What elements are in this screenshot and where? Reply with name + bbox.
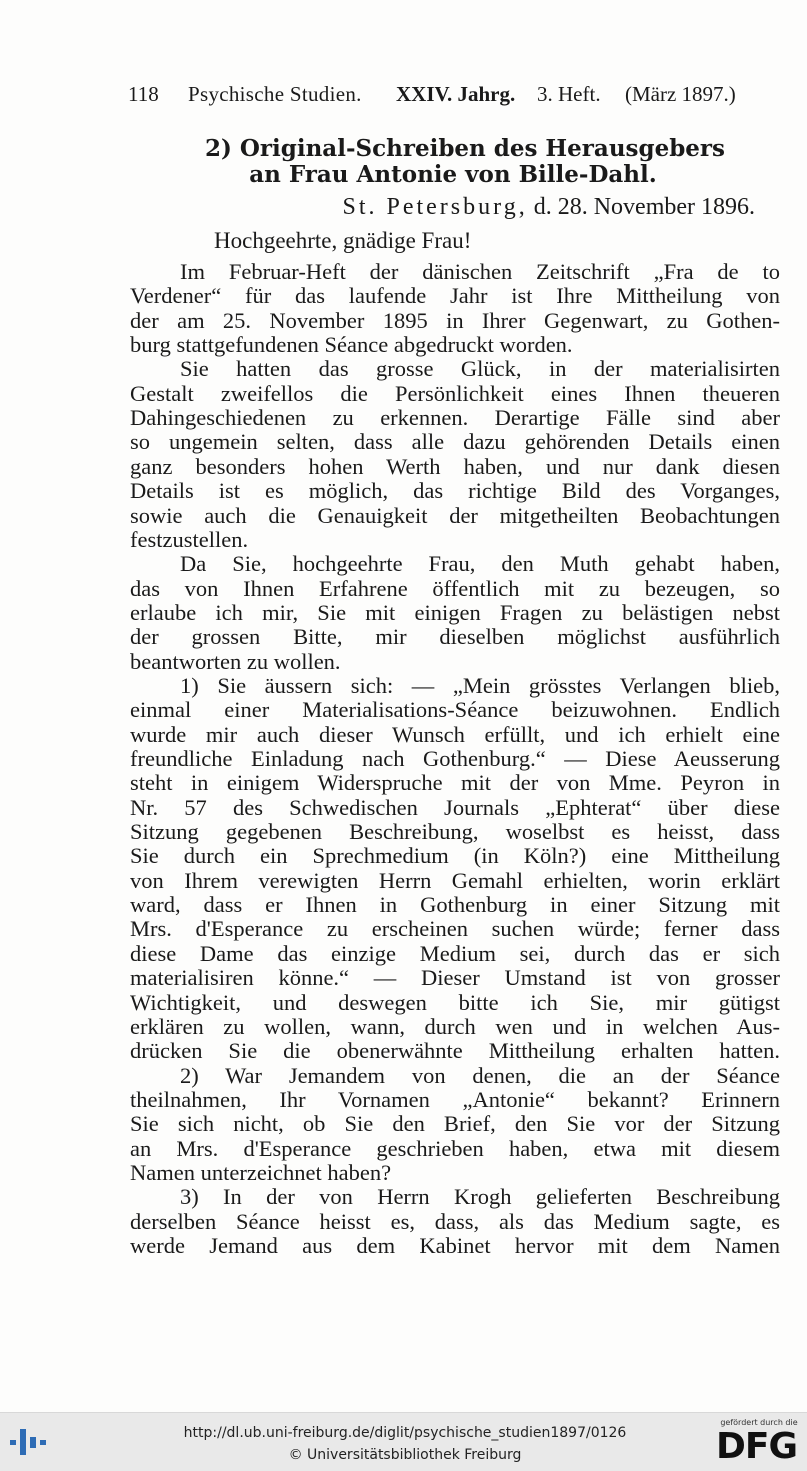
article-title-line-1: 2) Original-Schreiben des Herausgebers	[204, 135, 725, 162]
text-line: das von Ihnen Erfahrene öffentlich mit zu bezeugen, so	[130, 575, 780, 601]
permalink-url[interactable]: http://dl.ub.uni-freiburg.de/diglit/psychische_studien1897/0126	[183, 1425, 627, 1441]
volume-label: XXIV. Jahrg.	[396, 82, 516, 106]
issue-date: (März 1897.)	[625, 82, 736, 106]
text-line: Gestalt zweifellos die Persönlichkeit eines Ihnen theueren	[130, 380, 780, 406]
dateline-place: St. Petersburg,	[342, 194, 528, 220]
text-line: drücken Sie die obenerwähnte Mittheilung erhalten hatten.	[130, 1038, 780, 1064]
text-line: materialisiren könne.“ — Dieser Umstand ist von grosser	[130, 965, 780, 991]
text-line: Da Sie, hochgeehrte Frau, den Muth gehabt haben,	[180, 551, 780, 577]
text-line: 3) In der von Herrn Krogh gelieferten Beschreibung	[180, 1184, 780, 1210]
copyright-notice: © Universitätsbibliothek Freiburg	[288, 1447, 522, 1463]
text-line: Namen unterzeichnet haben?	[130, 1159, 392, 1185]
funder-note: gefördert durch die	[720, 1418, 798, 1427]
text-line: der grossen Bitte, mir dieselben möglichst ausführlich	[130, 624, 780, 650]
text-line: ganz besonders hohen Werth haben, und nur dank diesen	[130, 453, 780, 479]
text-line: Sie sich nicht, ob Sie den Brief, den Sie vor der Sitzung	[130, 1111, 780, 1137]
text-line: sowie auch die Genauigkeit der mitgetheilten Beobachtungen	[130, 502, 780, 528]
text-line: 2) War Jemandem von denen, die an der Séance	[180, 1062, 780, 1088]
text-line: erklären zu wollen, wann, durch wen und in welchen Aus-	[130, 1013, 780, 1039]
text-line: wurde mir auch dieser Wunsch erfüllt, und ich erhielt eine	[130, 721, 780, 747]
text-line: derselben Séance heisst es, dass, als das Medium sagte, es	[130, 1208, 780, 1234]
text-line: Sie hatten das grosse Glück, in der materialisirten	[180, 356, 780, 382]
letter-salutation: Hochgeehrte, gnädige Frau!	[214, 228, 472, 253]
text-line: Dahingeschiedenen zu erkennen. Derartige Fälle sind aber	[130, 405, 780, 431]
text-line: Wichtigkeit, und deswegen bitte ich Sie, mir gütigst	[130, 989, 780, 1015]
library-logo-icon	[10, 1427, 50, 1457]
text-line: Sie durch ein Sprechmedium (in Köln?) eine Mittheilung	[130, 843, 780, 869]
text-line: einmal einer Materialisations-Séance beizuwohnen. Endlich	[130, 697, 780, 723]
text-line: Sitzung gegebenen Beschreibung, woselbst es heisst, dass	[130, 819, 780, 845]
issue-label: 3. Heft.	[537, 82, 601, 106]
journal-title: Psychische Studien.	[188, 82, 362, 106]
text-line: Details ist es möglich, das richtige Bild des Vorganges,	[130, 478, 780, 504]
text-line: festzustellen.	[130, 526, 249, 552]
running-head	[128, 82, 740, 114]
viewer-footer	[0, 1412, 807, 1471]
text-line: so ungemein selten, dass alle dazu gehörenden Details einen	[130, 429, 780, 455]
text-line: diese Dame das einzige Medium sei, durch das er sich	[130, 940, 780, 966]
text-line: Verdener“ für das laufende Jahr ist Ihre Mittheilung von	[130, 283, 780, 309]
text-line: an Mrs. d'Esperance geschrieben haben, etwa mit diesem	[130, 1135, 780, 1161]
text-line: 1) Sie äussern sich: — „Mein grösstes Verlangen blieb,	[180, 672, 780, 698]
text-line: von Ihrem verewigten Herrn Gemahl erhielten, worin erklärt	[130, 867, 780, 893]
text-line: beantworten zu wollen.	[130, 648, 341, 674]
text-line: steht in einigem Widerspruche mit der von Mme. Peyron in	[130, 770, 780, 796]
text-line: werde Jemand aus dem Kabinet hervor mit dem Namen	[130, 1233, 780, 1258]
text-line: Nr. 57 des Schwedischen Journals „Ephterat“ über diese	[130, 794, 780, 820]
text-line: Im Februar-Heft der dänischen Zeitschrift „Fra de to	[180, 259, 780, 284]
text-line: Mrs. d'Esperance zu erscheinen suchen würde; ferner dass	[130, 916, 780, 942]
text-line: freundliche Einladung nach Gothenburg.“ — Diese Aeusserung	[130, 746, 780, 771]
letter-dateline	[342, 194, 755, 221]
dfg-logo: DFG	[716, 1426, 798, 1467]
text-line: ward, dass er Ihnen in Gothenburg in einer Sitzung mit	[130, 892, 780, 918]
text-line: erlaube ich mir, Sie mit einigen Fragen zu belästigen nebst	[130, 599, 780, 625]
dateline-date: d. 28. November 1896.	[533, 194, 755, 220]
page-number: 118	[128, 82, 159, 106]
text-line: der am 25. November 1895 in Ihrer Gegenwart, zu Gothen-	[130, 307, 780, 333]
text-line: theilnahmen, Ihr Vornamen „Antonie“ bekannt? Erinnern	[130, 1086, 780, 1112]
text-line: burg stattgefundenen Séance abgedruckt worden.	[130, 332, 573, 358]
article-title-line-2: an Frau Antonie von Bille-Dahl.	[249, 161, 657, 188]
